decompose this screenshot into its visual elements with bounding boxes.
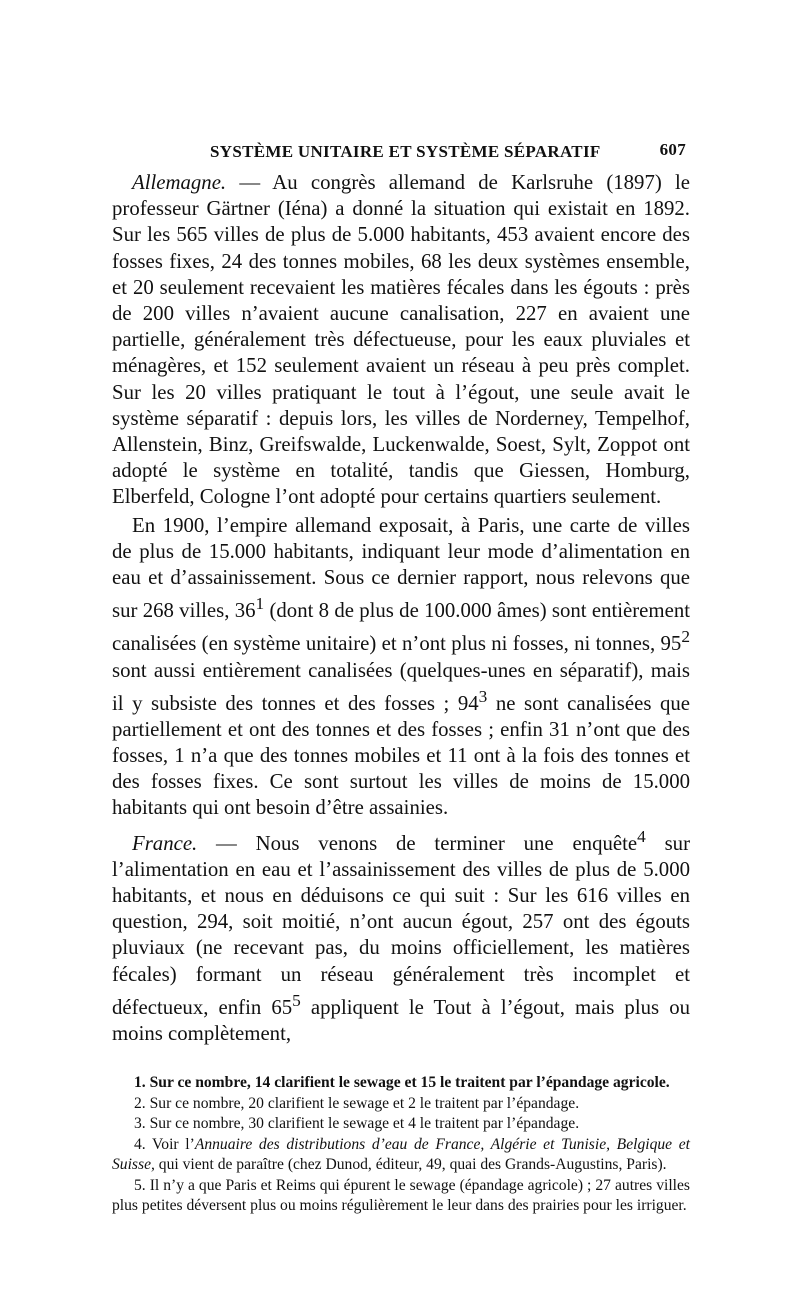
section-lead-allemagne: Allemagne. [132,171,227,194]
footnote-3: 3. Sur ce nombre, 30 clarifient le sewage et 4 le traitent par l’épandage. [134,1115,580,1133]
footnote-book-title: Annuaire des distributions d’eau de France, Algérie et Tunisie, Belgique et Suisse, [112,1135,690,1174]
paragraph-text: En 1900, l’empire allemand exposait, à Paris, une carte de villes de plus de 15.000 habitants, indiquant leur mode d’alimentation en eau et d’assainissement. Sous ce dernier rapport, nous relevons que sur 268 villes, 36 [112,513,690,623]
footnote-ref-2: 2 [681,627,690,647]
footnote-4 [112,1135,690,1176]
footnote-ref-4: 4 [637,826,646,846]
footnote-text: 4. Voir l’ [134,1135,195,1153]
paragraph-text: sur l’alimentation en eau et l’assainissement des villes de plus de 5.000 habitants, et nous en déduisons ce qui suit : Sur les 616 villes en question, 294, soit moitié, n’ont aucun égout, 257 ont des égouts pluviaux (ne recevant pas, du moins officiellement, les matières fécales) formant un réseau généralement très incomplet et défectueux, enfin 65 [112,831,690,1019]
running-header [112,136,690,166]
running-title: SYSTÈME UNITAIRE ET SYSTÈME SÉPARATIF [210,142,601,161]
paragraph-text: appliquent le Tout à l’égout, mais plus ou moins complètement, [112,995,690,1045]
paragraph-france [112,824,690,1047]
footnote-2: 2. Sur ce nombre, 20 clarifient le sewage et 2 le traitent par l’épandage. [134,1094,580,1112]
paragraph-exposition-1900 [112,513,690,822]
paragraph-text: — Nous venons de terminer une enquête [197,831,638,855]
book-page [112,136,690,1217]
page-number: 607 [659,140,686,159]
footnote-ref-1: 1 [255,594,265,614]
paragraph-text: ne sont canalisées que partiellement et ont des tonnes et des fosses ; enfin 31 n’ont que des fosses, 1 n’a que des tonnes mobiles et 11 ont à la fois des tonnes et des fosses fixes. Ce sont surtout les villes de moins de 15.000 habitants qui ont besoin d’être assainies. [112,691,690,820]
footnote-1: 1. Sur ce nombre, 14 clarifient le sewage et 15 le traitent par l’épandage agricole. [134,1074,670,1092]
paragraph-text: — Au congrès allemand de Karlsruhe (1897) le professeur Gärtner (Iéna) a donné la situation qui existait en 1892. Sur les 565 villes de plus de 5.000 habitants, 453 avaient encore des fosses fixes, 24 des tonnes mobiles, 68 les deux systèmes ensemble, et 20 seulement recevaient les matières fécales dans les égouts : près de 200 villes n’avaient aucune canalisation, 227 en avaient une partielle, généralement très défectueuse, pour les eaux pluviales et ménagères, et 152 seulement avaient un réseau à peu près complet. Sur les 20 villes pratiquant le tout à l’égout, une seule avait le système séparatif : depuis lors, les villes de Norderney, Tempelhof, Allenstein, Binz, Greifswalde, Luckenwalde, Soest, Sylt, Zoppot ont adopté le système en totalité, tandis que Giessen, Homburg, Elberfeld, Cologne l’ont adopté pour certains quartiers seulement. [112,171,690,509]
section-lead-france: France. [132,831,198,855]
footnote-ref-3: 3 [478,686,488,706]
footnote-ref-5: 5 [292,990,301,1010]
paragraph-text: (dont 8 de plus de 100.000 âmes) sont entièrement canalisées (en système unitaire) et n’ont plus ni fosses, ni tonnes, 95 [112,599,691,656]
paragraph-text: sont aussi entièrement canalisées (quelques-unes en séparatif), mais il y subsiste des tonnes et des fosses ; 94 [112,658,690,715]
footnotes [112,1073,690,1217]
footnote-text: qui vient de paraître (chez Dunod, éditeur, 49, quai des Grands-Augustins, Paris). [154,1156,667,1174]
main-text [112,170,690,1047]
footnote-5: 5. Il n’y a que Paris et Reims qui épurent le sewage (épandage agricole) ; 27 autres villes plus petites déversent plus ou moins régulièrement le leur dans des prairies pour les irriguer. [112,1176,690,1215]
paragraph-allemagne [112,170,690,511]
